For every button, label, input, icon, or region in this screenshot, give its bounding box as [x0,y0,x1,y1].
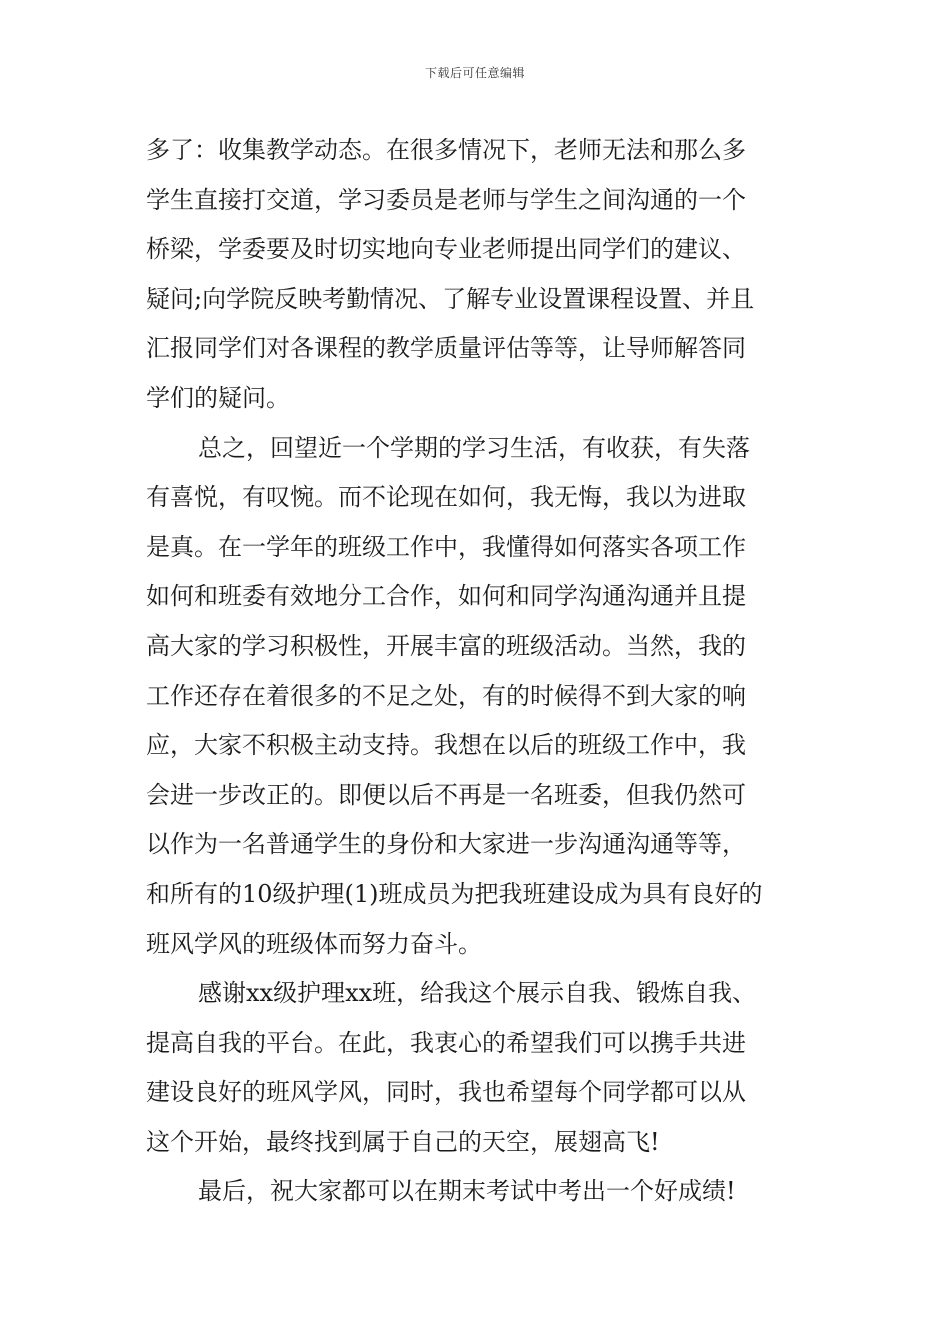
text-line: 汇报同学们对各课程的教学质量评估等等，让导师解答同 [146,334,746,363]
text-line: 桥梁，学委要及时切实地向专业老师提出同学们的建议、 [146,235,746,264]
page-header: 下载后可任意编辑 [424,66,525,80]
text-line: 提高自我的平台。在此，我衷心的希望我们可以携手共进 [146,1028,746,1057]
text-line: 建设良好的班风学风，同时，我也希望每个同学都可以从 [146,1078,746,1107]
text-line: 有喜悦，有叹惋。而不论现在如何，我无悔，我以为进取 [146,483,746,512]
text-line: 以作为一名普通学生的身份和大家进一步沟通沟通等等， [146,830,746,859]
paragraph-4 [146,1167,810,1217]
paragraph-3 [146,969,810,1167]
text-line: 学们的疑问。 [146,383,290,412]
text-line: 多了：收集教学动态。在很多情况下，老师无法和那么多 [146,136,746,164]
text-line: 工作还存在着很多的不足之处，有的时候得不到大家的响 [146,681,746,710]
text-line: 高大家的学习积极性，开展丰富的班级活动。当然，我的 [146,631,746,660]
document-body [146,126,810,1217]
paragraph-1 [146,126,810,424]
text-line: 应，大家不积极主动支持。我想在以后的班级工作中，我 [146,731,746,760]
paragraph-2 [146,424,810,970]
text-line: 会进一步改正的。即便以后不再是一名班委，但我仍然可 [146,780,746,809]
text-line: 总之，回望近一个学期的学习生活，有收获，有失落 [198,433,750,462]
text-line: 学生直接打交道，学习委员是老师与学生之间沟通的一个 [146,185,746,214]
text-line: 疑问;向学院反映考勤情况、了解专业设置课程设置、并且 [146,284,755,313]
text-line: 班风学风的班级体而努力奋斗。 [146,929,482,958]
text-line: 最后，祝大家都可以在期末考试中考出一个好成绩! [198,1177,736,1206]
text-line: 是真。在一学年的班级工作中，我懂得如何落实各项工作 [146,532,746,561]
text-line: 和所有的10级护理(1)班成员为把我班建设成为具有良好的 [146,879,763,908]
text-line: 如何和班委有效地分工合作，如何和同学沟通沟通并且提 [146,582,746,611]
text-line: 感谢xx级护理xx班，给我这个展示自我、锻炼自我、 [198,979,757,1008]
text-line: 这个开始，最终找到属于自己的天空，展翅高飞! [146,1127,660,1156]
